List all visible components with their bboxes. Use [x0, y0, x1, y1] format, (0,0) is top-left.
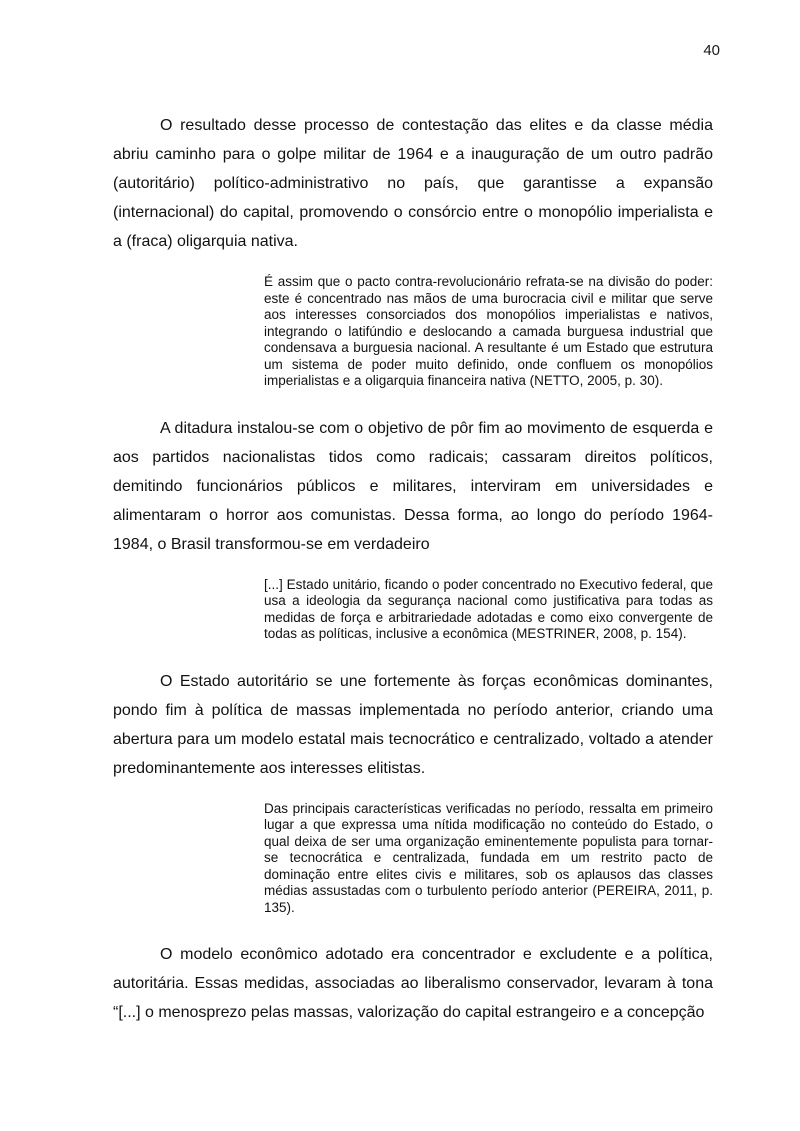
page-number: 40	[703, 42, 720, 59]
paragraph: O modelo econômico adotado era concentrador e excludente e a política, autoritária. Essas medidas, associadas ao liberalismo conservador, levaram à tona “[...] o menosprezo pelas massas, valorização do capital estrangeiro e a concepção	[113, 946, 713, 1021]
paragraph: O resultado desse processo de contestação das elites e da classe média abriu caminho para o golpe militar de 1964 e a inauguração de um outro padrão (autoritário) político-administrativo no país, que garantisse a expansão (internacional) do capital, promovendo o consórcio entre o monopólio imperialista e a (fraca) oligarquia nativa.	[113, 117, 713, 250]
block-quote-pereira: Das principais características verificadas no período, ressalta em primeiro lugar a que expressa uma nítida modificação no conteúdo do Estado, o qual deixa de ser uma organização eminentemente populista para tornar-se tecnocrática e centralizada, fundada em um restrito pacto de dominação entre elites civis e militares, sob os aplausos das classes médias assustadas com o turbulento período anterior (PEREIRA, 2011, p. 135).	[264, 800, 713, 915]
page-content	[113, 111, 713, 1045]
block-quote-netto: É assim que o pacto contra-revolucionário refrata-se na divisão do poder: este é concentrado nas mãos de uma burocracia civil e militar que serve aos interesses consorciados dos monopólios imperialistas e nativos, integrando o latifúndio e deslocando a camada burguesa industrial que condensava a burguesia nacional. A resultante é um Estado que estrutura um sistema de poder muito definido, onde confluem os monopólios imperialistas e a oligarquia financeira nativa (NETTO, 2005, p. 30).	[264, 274, 713, 388]
block-quote-mestriner: [...] Estado unitário, ficando o poder concentrado no Executivo federal, que usa a ideologia da segurança nacional como justificativa para todas as medidas de força e arbitrariedade adotadas e como eixo convergente de todas as políticas, inclusive a econômica (MESTRINER, 2008, p. 154).	[264, 576, 713, 641]
paragraph: O Estado autoritário se une fortemente às forças econômicas dominantes, pondo fim à política de massas implementada no período anterior, criando uma abertura para um modelo estatal mais tecnocrático e centralizado, voltado a atender predominantemente aos interesses elitistas.	[113, 672, 713, 777]
paragraph: A ditadura instalou-se com o objetivo de pôr fim ao movimento de esquerda e aos partidos nacionalistas tidos como radicais; cassaram direitos políticos, demitindo funcionários públicos e militares, interviram em universidades e alimentaram o horror aos comunistas. Dessa forma, ao longo do período 1964-1984, o Brasil transformou-se em verdadeiro	[113, 419, 713, 553]
